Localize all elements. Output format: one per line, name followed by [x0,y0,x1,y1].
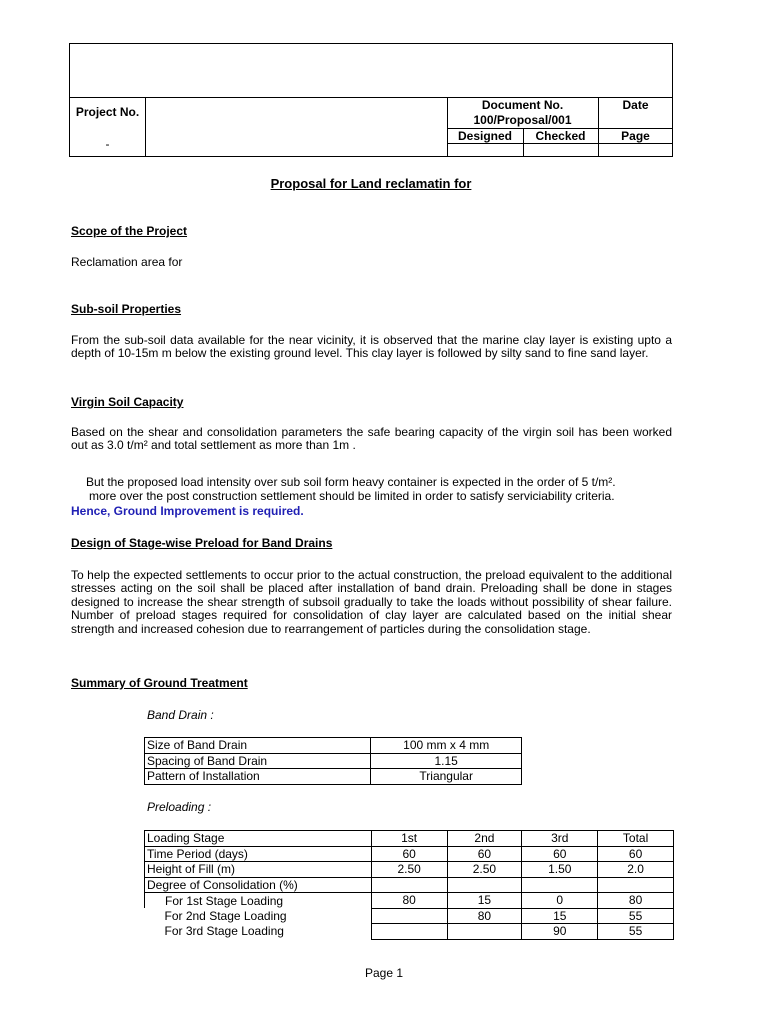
document-header-block [69,43,673,157]
table-cell [371,877,447,893]
band-drain-label: Band Drain : [147,708,214,722]
table-cell: Pattern of Installation [145,769,371,785]
project-no-value: - [105,137,110,151]
table-cell: 60 [447,846,522,862]
table-cell: For 2nd Stage Loading [164,908,287,923]
table-row [145,893,674,909]
table-row [145,738,522,754]
table-cell: Spacing of Band Drain [145,753,371,769]
table-cell [447,877,522,893]
table-row [145,908,674,924]
scope-text: Reclamation area for [71,255,183,269]
virgin-soil-heading: Virgin Soil Capacity [71,395,184,409]
designed-label: Designed [457,128,512,143]
table-cell [522,877,598,893]
table-cell: 60 [522,846,598,862]
header-divider [145,97,146,156]
ground-improvement-conclusion: Hence, Ground Improvement is required. [71,504,304,518]
table-cell: 80 [371,893,447,909]
table-row [145,924,674,940]
table-row [145,877,674,893]
table-cell: Loading Stage [145,831,372,847]
table-cell: 60 [371,846,447,862]
preloading-table [144,830,674,940]
table-cell: 80 [598,893,674,909]
subsoil-text: From the sub-soil data available for the near vicinity, it is observed that the marine clay layer is existing upto a depth of 10-15m m below the existing ground level. This clay layer is followed by silty sand to fine sand layer. [71,333,672,361]
table-row [145,769,522,785]
table-cell: 55 [598,908,674,924]
table-cell: 2.50 [447,862,522,878]
table-cell: 2.50 [371,862,447,878]
table-cell: 80 [447,908,522,924]
table-cell: For 1st Stage Loading [145,893,372,909]
table-cell: 1.15 [371,753,522,769]
virgin-soil-text: Based on the shear and consolidation parameters the safe bearing capacity of the virgin soil has been worked out as 3.0 t/m² and total settlement as more than 1m . [71,425,672,453]
design-heading: Design of Stage-wise Preload for Band Drains [71,536,333,550]
table-cell [371,908,447,924]
table-cell: 2.0 [598,862,674,878]
table-cell: Height of Fill (m) [145,862,372,878]
table-cell: 1.50 [522,862,598,878]
summary-heading: Summary of Ground Treatment [71,676,248,690]
table-cell: 2nd [447,831,522,847]
subsoil-heading: Sub-soil Properties [71,302,182,316]
project-no-label: Project No. [75,105,140,119]
table-cell: For 3rd Stage Loading [164,924,284,939]
document-no-label: Document No. [481,97,564,112]
table-cell [598,877,674,893]
table-cell: 0 [522,893,598,909]
load-intensity-text: But the proposed load intensity over sub soil form heavy container is expected in the order of 5 t/m². [86,475,616,489]
document-title: Proposal for Land reclamatin for [270,176,472,191]
table-cell: 55 [598,924,674,940]
table-cell: 90 [522,924,598,940]
table-row [145,862,674,878]
scope-heading: Scope of the Project [71,224,188,238]
preloading-label: Preloading : [147,800,212,814]
table-row [145,831,674,847]
table-cell: Degree of Consolidation (%) [145,877,372,893]
checked-label: Checked [535,128,586,143]
table-cell [447,924,522,940]
table-row [145,753,522,769]
table-cell: 15 [522,908,598,924]
table-cell: Size of Band Drain [145,738,371,754]
date-label: Date [622,97,649,112]
design-text: To help the expected settlements to occur prior to the actual construction, the preload equivalent to the additional stresses acting on the soil shall be placed after installation of band drain. Preloading shall be done in stages designed to increase the shear strength of subsoil gradually to take the loads without possibility of shear failure. Number of preload stages required for consolidation of clay layer are calculated based on the initial shear strength and increased cohesion due to rearrangement of particles during the consolidation stage. [71,568,672,636]
header-divider [447,143,672,144]
settlement-text: more over the post construction settlement should be limited in order to satisfy serviciability criteria. [89,489,615,503]
page-label: Page [621,128,650,143]
band-drain-table [144,737,522,785]
table-cell: 1st [371,831,447,847]
page-footer: Page 1 [364,966,404,980]
table-row [145,846,674,862]
table-cell: Time Period (days) [145,846,372,862]
table-cell: 100 mm x 4 mm [371,738,522,754]
table-cell: 60 [598,846,674,862]
table-cell: 3rd [522,831,598,847]
table-cell: 15 [447,893,522,909]
table-cell: Total [598,831,674,847]
table-cell: Triangular [371,769,522,785]
document-no-value: 100/Proposal/001 [473,113,572,127]
table-cell [371,924,447,940]
